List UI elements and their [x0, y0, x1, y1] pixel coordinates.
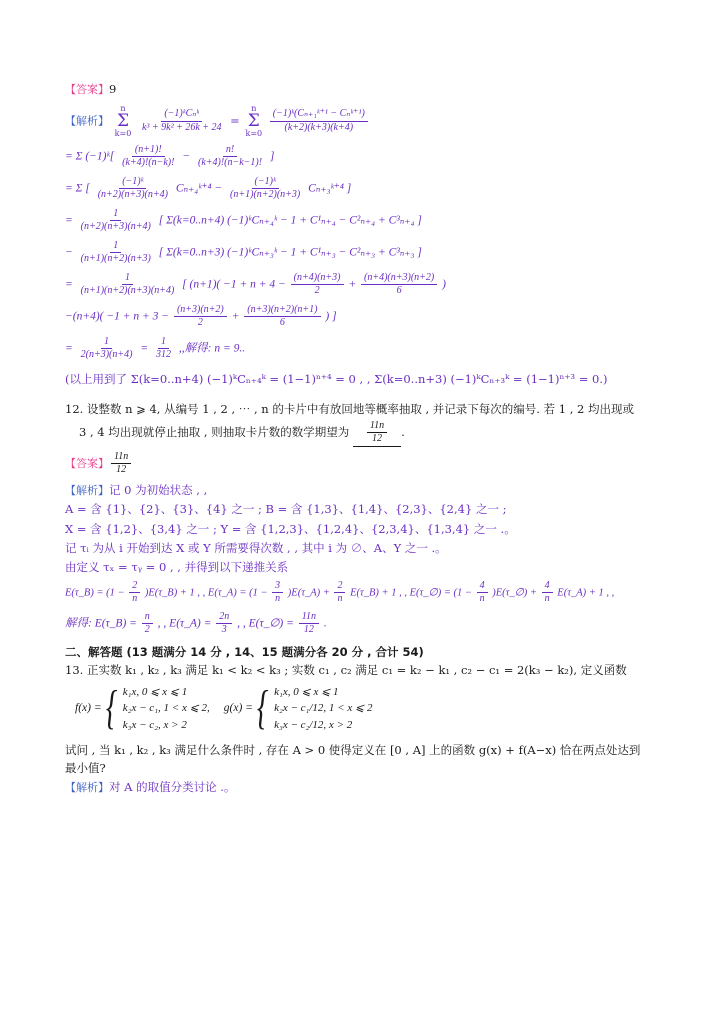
analysis-line-7: −(n+4)( −1 + n + 3 − $\frac{(n+3)(n+2)}{2}$ + $\frac{(n+3)(n+2)(n+1)}{6}$ ) ] [65, 303, 337, 329]
analysis2-line-7: 解得: E(τ_B) = $\frac{n}{2}$ , , E(τ_A) = $\frac{2n}{3}$ , , E(τ_∅) = $\frac{11n}{12}$ . [65, 610, 327, 636]
analysis3-line: 【解析】对 A 的取值分类讨论 .。 [65, 779, 236, 794]
g-cases: { k₁x, 0 ⩽ x ⩽ 1 k₂x − c₁/12, 1 < x ⩽ 2 k₃x − c₂/12, x > 2 [256, 681, 373, 735]
analysis-line-2: = Σ (−1)ᵏ[ $\frac{(n+1)!}{(k+4)!(n-k)!}$ − $\frac{n!}{(k+4)!(n-k-1)!}$ ] [65, 143, 275, 169]
analysis2-line-4: 记 τᵢ 为从 i 开始到达 X 或 Y 所需要得次数 , , 其中 i 为 ∅、A、Y 之一 .。 [65, 541, 447, 555]
question-12-cont: 3 , 4 均出现就停止抽取 , 则抽取卡片数的数学期望为 $\frac{11n}{12}$ . [65, 420, 665, 447]
section-heading: 二、解答题 (13 题满分 14 分 , 14、15 题满分各 20 分 , 合计 54) [65, 644, 424, 659]
answer-blank: $\frac{11n}{12}$ [353, 420, 401, 447]
sum-symbol: n Σ k=0 [245, 103, 263, 138]
answer-line-2: 【答案】 $\frac{11n}{12}$ [65, 451, 665, 477]
answer-value: 9 [109, 82, 117, 96]
function-definitions: f(x) = { k₁x, 0 ⩽ x ⩽ 1 k₂x − c₁, 1 < x ⩽ 2, k₃x − c₂, x > 2 g(x) = { k₁x, 0 ⩽ x ⩽ 1 k₂x − c₁/12, 1 < x ⩽ 2 k₃x − c₂/12, x > 2 [75, 681, 373, 735]
analysis-line-9: (以上用到了 Σ(k=0..n+4) (−1)ᵏCₙ₊₄ᵏ = (1−1)ⁿ⁺⁴ = 0 , , Σ(k=0..n+3) (−1)ᵏCₙ₊₃ᵏ = (1−1)ⁿ⁺³ = 0.) [65, 371, 608, 386]
analysis-line-1: 【解析】 n Σ k=0 $\frac{\text{(−1)ᵏCₙᵏ}}{\text{k³ + 9k² + 26k + 24}}$ = n Σ k=0 $\frac{\text{(−1)ᵏ(Cₙ₊₁ᵏ⁺¹ − Cₙᵏ⁺¹)}}{(k+2)(k+3)(k+4)}$ [65, 105, 665, 138]
f-cases: { k₁x, 0 ⩽ x ⩽ 1 k₂x − c₁, 1 < x ⩽ 2, k₃x − c₂, x > 2 [105, 681, 210, 735]
question-13-cont: 试问 , 当 k₁ , k₂ , k₃ 满足什么条件时 , 存在 A > 0 使得定义在 [0 , A] 上的函数 g(x) + f(A−x) 恰在两点处达到 [65, 743, 641, 757]
answer-line [65, 82, 665, 97]
analysis2-line-5: 由定义 τₓ = τᵧ = 0 , , 并得到以下递推关系 [65, 560, 289, 575]
sum-symbol: n Σ k=0 [114, 103, 132, 138]
analysis-line-4: = $\frac{1}{(n+2)(n+3)(n+4)}$ [ Σ(k=0..n+4) (−1)ᵏCₙ₊₄ᵏ − 1 + C¹ₙ₊₄ − C²ₙ₊₄ + C³ₙ₊₄ ] [65, 207, 422, 233]
analysis2-line-1: 【解析】记 0 为初始状态 , , [65, 482, 208, 497]
document-page [65, 80, 665, 795]
analysis-line-5: − $\frac{1}{(n+1)(n+2)(n+3)}$ [ Σ(k=0..n+3) (−1)ᵏCₙ₊₃ᵏ − 1 + C¹ₙ₊₃ − C²ₙ₊₃ + C³ₙ₊₃ ] [65, 239, 422, 265]
fraction: $\frac{\text{(−1)ᵏCₙᵏ}}{\text{k³ + 9k² + 26k + 24}}$ [141, 108, 222, 133]
analysis2-line-2: A = 含 {1}、{2}、{3}、{4} 之一 ; B = 含 {1,3}、{1,4}、{2,3}、{2,4} 之一 ; [65, 502, 507, 517]
analysis2-line-3: X = 含 {1,2}、{3,4} 之一 ; Y = 含 {1,2,3}、{1,2,4}、{2,3,4}、{1,3,4} 之一 .。 [65, 521, 516, 536]
analysis-line-3: = Σ [ $\frac{\text{(−1)ᵏ}}{(n+2)(n+3)(n+4)}$ Cₙ₊₄ᵏ⁺⁴ − $\frac{\text{(−1)ᵏ}}{(n+1)(n+2)(n+3)}$ Cₙ₊₃ᵏ⁺⁴ ] [65, 175, 352, 201]
analysis-line-6: = $\frac{1}{(n+1)(n+2)(n+3)(n+4)}$ [ (n+1)( −1 + n + 4 − $\frac{(n+4)(n+3)}{2}$ + $\frac{(n+4)(n+3)(n+2)}{6}$ ) [65, 271, 446, 297]
analysis-tag: 【解析】 [65, 114, 109, 128]
answer-tag: 【答案】 [65, 83, 109, 96]
question-12: 12. 设整数 n ⩾ 4, 从编号 1 , 2 , ⋯ , n 的卡片中有放回地等概率抽取 , 并记录下每次的编号. 若 1 , 2 均出现或 [65, 402, 635, 417]
question-13: 13. 正实数 k₁ , k₂ , k₃ 满足 k₁ < k₂ < k₃ ; 实数 c₁ , c₂ 满足 c₁ = k₂ − k₁ , c₂ − c₁ = 2(k₃ − k₂), 定义函数 [65, 663, 627, 678]
analysis-line-8: = $\frac{1}{2(n+3)(n+4)}$ = $\frac{1}{312}$ ,,解得: n = 9.. [65, 335, 246, 361]
fraction: $\frac{\text{(−1)ᵏ(Cₙ₊₁ᵏ⁺¹ − Cₙᵏ⁺¹)}}{(k+2)(k+3)(k+4)}$ [270, 108, 368, 134]
analysis2-line-6: E(τ_B) = (1 − $\frac{2}{n}$ )E(τ_B) + 1 , , E(τ_A) = (1 − $\frac{3}{n}$ )E(τ_A) + $\frac{2}{n}$ E(τ_B) + 1 , , E(τ_∅) = (1 − $\frac{4}{n}$ )E(τ_∅) + $\frac{4}{n}$ E(τ_A) + 1 , , [65, 579, 615, 605]
question-13-cont2: 最小值? [65, 761, 106, 776]
